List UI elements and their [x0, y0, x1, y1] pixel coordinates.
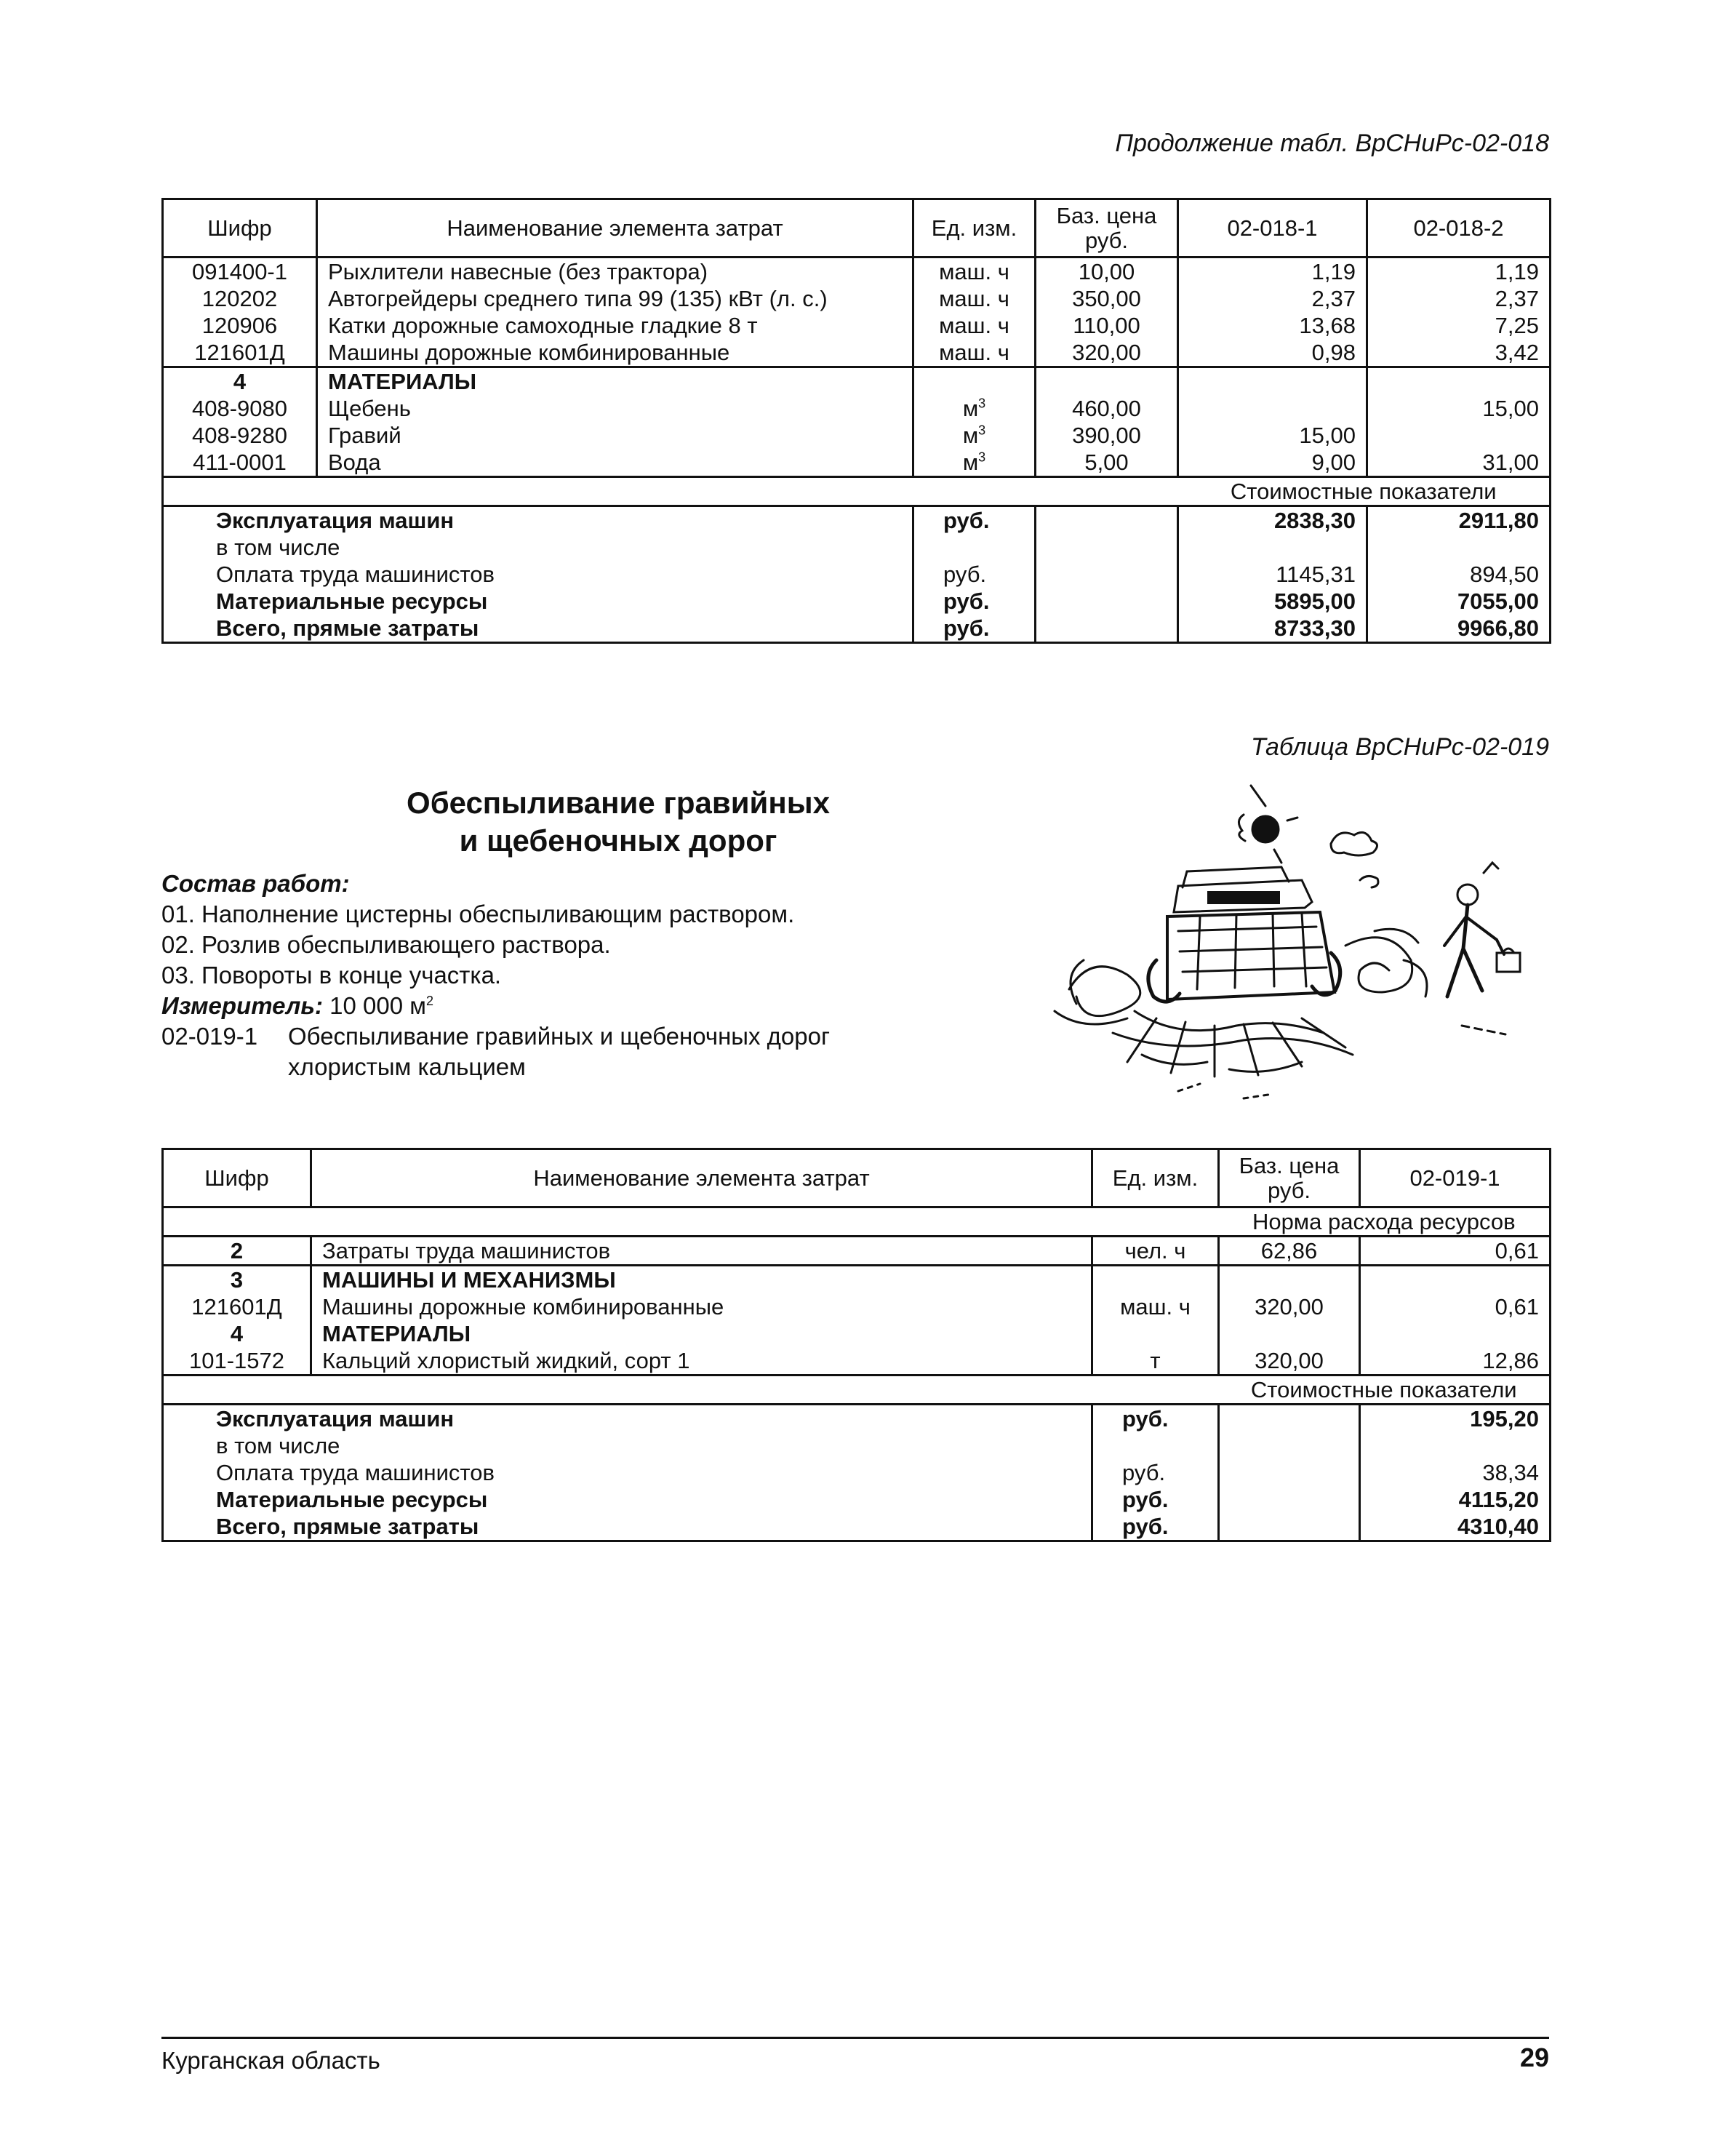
cost-value-1: 5895,00	[1178, 588, 1367, 615]
header-code: Шифр	[163, 199, 317, 257]
cost-price	[1219, 1513, 1360, 1541]
cost-row	[163, 1459, 1551, 1486]
cost-unit	[913, 534, 1036, 561]
cost-price	[1036, 615, 1178, 643]
meter-sup: 2	[425, 994, 433, 1008]
cost-unit: руб.	[913, 588, 1036, 615]
cell-price: 460,00	[1036, 395, 1178, 422]
footer-rule	[161, 2037, 1549, 2039]
cell-unit	[913, 395, 1036, 422]
cell-code: 408-9080	[163, 395, 317, 422]
cost-price	[1219, 1405, 1360, 1433]
cell-code: 2	[163, 1237, 311, 1266]
item-code: 02-019-1	[161, 1023, 258, 1050]
cell-price	[1219, 1266, 1360, 1294]
cell-empty	[163, 1376, 1219, 1405]
cost-value-2	[1367, 534, 1551, 561]
cost-row	[163, 1486, 1551, 1513]
table-row	[163, 1266, 1551, 1294]
cost-name: Всего, прямые затраты	[163, 615, 913, 643]
cell-code: 4	[163, 1320, 311, 1347]
cost-value-2: 7055,00	[1367, 588, 1551, 615]
cell-price: 62,86	[1219, 1237, 1360, 1266]
cell-code: 120202	[163, 285, 317, 312]
cell-price: 320,00	[1219, 1347, 1360, 1376]
cost-header: Стоимостные показатели	[1219, 1376, 1551, 1405]
cost-price	[1219, 1432, 1360, 1459]
table-continuation-caption: Продолжение табл. ВрСНиРс-02-018	[1115, 129, 1549, 157]
cost-unit: руб.	[913, 506, 1036, 535]
table-row	[163, 1320, 1551, 1347]
cell-name: Рыхлители навесные (без трактора)	[317, 257, 913, 286]
cost-header: Стоимостные показатели	[1178, 477, 1551, 506]
cell-empty	[163, 1207, 1219, 1237]
cell-value-1: 12,86	[1360, 1347, 1551, 1376]
cost-unit	[1092, 1432, 1219, 1459]
cell-value-2: 3,42	[1367, 339, 1551, 367]
cost-value-1: 195,20	[1360, 1405, 1551, 1433]
cost-row	[163, 588, 1551, 615]
footer-region: Курганская область	[161, 2047, 380, 2074]
cost-value-1	[1178, 534, 1367, 561]
cell-code: 091400-1	[163, 257, 317, 286]
cost-row	[163, 506, 1551, 535]
cell-value-1: 0,98	[1178, 339, 1367, 367]
cell-value-1	[1178, 395, 1367, 422]
unit-text: м	[962, 396, 979, 421]
cell-code: 408-9280	[163, 422, 317, 449]
cell-code: 121601Д	[163, 1293, 311, 1320]
cell-price	[1036, 367, 1178, 396]
cell-code: 411-0001	[163, 449, 317, 477]
header-col-02-019-1: 02-019-1	[1360, 1149, 1551, 1207]
table-row	[163, 285, 1551, 312]
cost-table-02-018	[161, 198, 1551, 644]
cost-name: в том числе	[163, 534, 913, 561]
cell-unit	[913, 367, 1036, 396]
cost-value-2: 2911,80	[1367, 506, 1551, 535]
cell-value-2: 15,00	[1367, 395, 1551, 422]
table-row	[163, 312, 1551, 339]
cost-value-1	[1360, 1432, 1551, 1459]
cost-value-2: 894,50	[1367, 561, 1551, 588]
cost-name: Оплата труда машинистов	[163, 1459, 1092, 1486]
cost-header-row	[163, 477, 1551, 506]
cell-value-1: 1,19	[1178, 257, 1367, 286]
section-title-line-1: Обеспыливание гравийных	[407, 786, 830, 820]
cost-name: Материальные ресурсы	[163, 588, 913, 615]
cost-name: Эксплуатация машин	[163, 1405, 1092, 1433]
cell-price: 320,00	[1036, 339, 1178, 367]
cell-unit: чел. ч	[1092, 1237, 1219, 1266]
cost-row	[163, 1405, 1551, 1433]
table-row	[163, 1293, 1551, 1320]
page-number: 29	[1519, 2043, 1549, 2072]
cell-unit: маш. ч	[1092, 1293, 1219, 1320]
cost-value-1: 2838,30	[1178, 506, 1367, 535]
cost-header-row	[163, 1376, 1551, 1405]
cell-value-2: 2,37	[1367, 285, 1551, 312]
header-price: Баз. цена руб.	[1036, 199, 1178, 257]
cost-value-1: 4115,20	[1360, 1486, 1551, 1513]
cell-name: Вода	[317, 449, 913, 477]
table-caption-02-019: Таблица ВрСНиРс-02-019	[1250, 733, 1549, 761]
cost-table-02-019	[161, 1148, 1551, 1542]
table-row	[163, 339, 1551, 367]
cell-value-2	[1367, 367, 1551, 396]
cell-unit	[913, 422, 1036, 449]
cell-price: 320,00	[1219, 1293, 1360, 1320]
header-code: Шифр	[163, 1149, 311, 1207]
table-row	[163, 1347, 1551, 1376]
cost-value-2: 9966,80	[1367, 615, 1551, 643]
cell-price: 10,00	[1036, 257, 1178, 286]
cell-unit	[913, 449, 1036, 477]
section-title-line-2: и щебеночных дорог	[459, 823, 777, 858]
cell-value-1: 15,00	[1178, 422, 1367, 449]
cost-price	[1036, 561, 1178, 588]
work-composition-label: Состав работ:	[161, 870, 350, 897]
cell-code: 3	[163, 1266, 311, 1294]
header-col-02-018-2: 02-018-2	[1367, 199, 1551, 257]
norm-header-row	[163, 1207, 1551, 1237]
header-price: Баз. цена руб.	[1219, 1149, 1360, 1207]
road-machine-illustration-icon	[1040, 778, 1549, 1120]
cost-price	[1036, 506, 1178, 535]
cell-value-1: 0,61	[1360, 1293, 1551, 1320]
unit-text: м	[962, 450, 979, 475]
header-col-02-018-1: 02-018-1	[1178, 199, 1367, 257]
cell-price: 350,00	[1036, 285, 1178, 312]
cell-value-1	[1360, 1320, 1551, 1347]
header-name: Наименование элемента затрат	[317, 199, 913, 257]
cell-value-1: 2,37	[1178, 285, 1367, 312]
meter-label: Измеритель:	[161, 992, 323, 1019]
cost-unit: руб.	[1092, 1486, 1219, 1513]
cost-row	[163, 534, 1551, 561]
cost-price	[1219, 1459, 1360, 1486]
cost-unit: руб.	[913, 561, 1036, 588]
work-item-2: 02. Розлив обеспыливающего раствора.	[161, 931, 611, 958]
cell-unit: маш. ч	[913, 285, 1036, 312]
work-composition	[161, 869, 961, 1082]
cell-value-1: 13,68	[1178, 312, 1367, 339]
cell-name: Автогрейдеры среднего типа 99 (135) кВт (л. с.)	[317, 285, 913, 312]
unit-sup: 3	[978, 423, 986, 438]
cost-unit: руб.	[1092, 1513, 1219, 1541]
cell-name: Машины дорожные комбинированные	[311, 1293, 1092, 1320]
cell-name: Щебень	[317, 395, 913, 422]
cell-code: 121601Д	[163, 339, 317, 367]
cell-name: МАТЕРИАЛЫ	[311, 1320, 1092, 1347]
unit-text: м	[962, 423, 979, 448]
cost-row	[163, 1432, 1551, 1459]
cell-code: 101-1572	[163, 1347, 311, 1376]
cost-value-1: 38,34	[1360, 1459, 1551, 1486]
cell-value-1	[1178, 367, 1367, 396]
cell-unit	[1092, 1266, 1219, 1294]
cost-value-1: 8733,30	[1178, 615, 1367, 643]
cost-name: Всего, прямые затраты	[163, 1513, 1092, 1541]
norm-header: Норма расхода ресурсов	[1219, 1207, 1551, 1237]
header-name: Наименование элемента затрат	[311, 1149, 1092, 1207]
cost-value-1: 1145,31	[1178, 561, 1367, 588]
cell-empty	[163, 477, 1178, 506]
cell-price	[1219, 1320, 1360, 1347]
meter-line	[161, 991, 961, 1021]
cell-name: МАТЕРИАЛЫ	[317, 367, 913, 396]
meter-value: 10 000 м	[329, 992, 426, 1019]
header-unit: Ед. изм.	[1092, 1149, 1219, 1207]
cell-value-1: 0,61	[1360, 1237, 1551, 1266]
section-title	[349, 784, 887, 860]
header-unit: Ед. изм.	[913, 199, 1036, 257]
cost-price	[1219, 1486, 1360, 1513]
item-line	[161, 1021, 961, 1082]
cell-price: 390,00	[1036, 422, 1178, 449]
table-row	[163, 1237, 1551, 1266]
cost-name: Эксплуатация машин	[163, 506, 913, 535]
cell-name: Кальций хлористый жидкий, сорт 1	[311, 1347, 1092, 1376]
cell-unit: маш. ч	[913, 312, 1036, 339]
cell-name: Машины дорожные комбинированные	[317, 339, 913, 367]
cost-name: Оплата труда машинистов	[163, 561, 913, 588]
cell-code: 4	[163, 367, 317, 396]
cell-name: МАШИНЫ И МЕХАНИЗМЫ	[311, 1266, 1092, 1294]
cost-unit: руб.	[1092, 1459, 1219, 1486]
cell-value-2: 1,19	[1367, 257, 1551, 286]
cost-price	[1036, 588, 1178, 615]
cell-value-1	[1360, 1266, 1551, 1294]
cost-row	[163, 561, 1551, 588]
table-row	[163, 449, 1551, 477]
cost-unit: руб.	[913, 615, 1036, 643]
item-description: Обеспыливание гравийных и щебеночных дорог хлористым кальцием	[288, 1023, 831, 1080]
cost-price	[1036, 534, 1178, 561]
unit-sup: 3	[978, 396, 986, 411]
cell-value-2	[1367, 422, 1551, 449]
table-row	[163, 257, 1551, 286]
cell-unit: маш. ч	[913, 257, 1036, 286]
cell-value-2: 31,00	[1367, 449, 1551, 477]
work-item-3: 03. Повороты в конце участка.	[161, 962, 502, 989]
cost-name: Материальные ресурсы	[163, 1486, 1092, 1513]
cell-name: Гравий	[317, 422, 913, 449]
work-item-1: 01. Наполнение цистерны обеспыливающим раствором.	[161, 901, 795, 927]
cost-unit: руб.	[1092, 1405, 1219, 1433]
cell-unit	[1092, 1320, 1219, 1347]
cell-unit: т	[1092, 1347, 1219, 1376]
cost-name: в том числе	[163, 1432, 1092, 1459]
unit-sup: 3	[978, 450, 986, 465]
section-row	[163, 367, 1551, 396]
cell-code: 120906	[163, 312, 317, 339]
cell-price: 110,00	[1036, 312, 1178, 339]
cost-row	[163, 1513, 1551, 1541]
cell-price: 5,00	[1036, 449, 1178, 477]
cell-unit: маш. ч	[913, 339, 1036, 367]
cell-value-1: 9,00	[1178, 449, 1367, 477]
cell-name: Катки дорожные самоходные гладкие 8 т	[317, 312, 913, 339]
cell-value-2: 7,25	[1367, 312, 1551, 339]
cost-value-1: 4310,40	[1360, 1513, 1551, 1541]
cell-name: Затраты труда машинистов	[311, 1237, 1092, 1266]
cost-row	[163, 615, 1551, 643]
table-row	[163, 422, 1551, 449]
table-row	[163, 395, 1551, 422]
